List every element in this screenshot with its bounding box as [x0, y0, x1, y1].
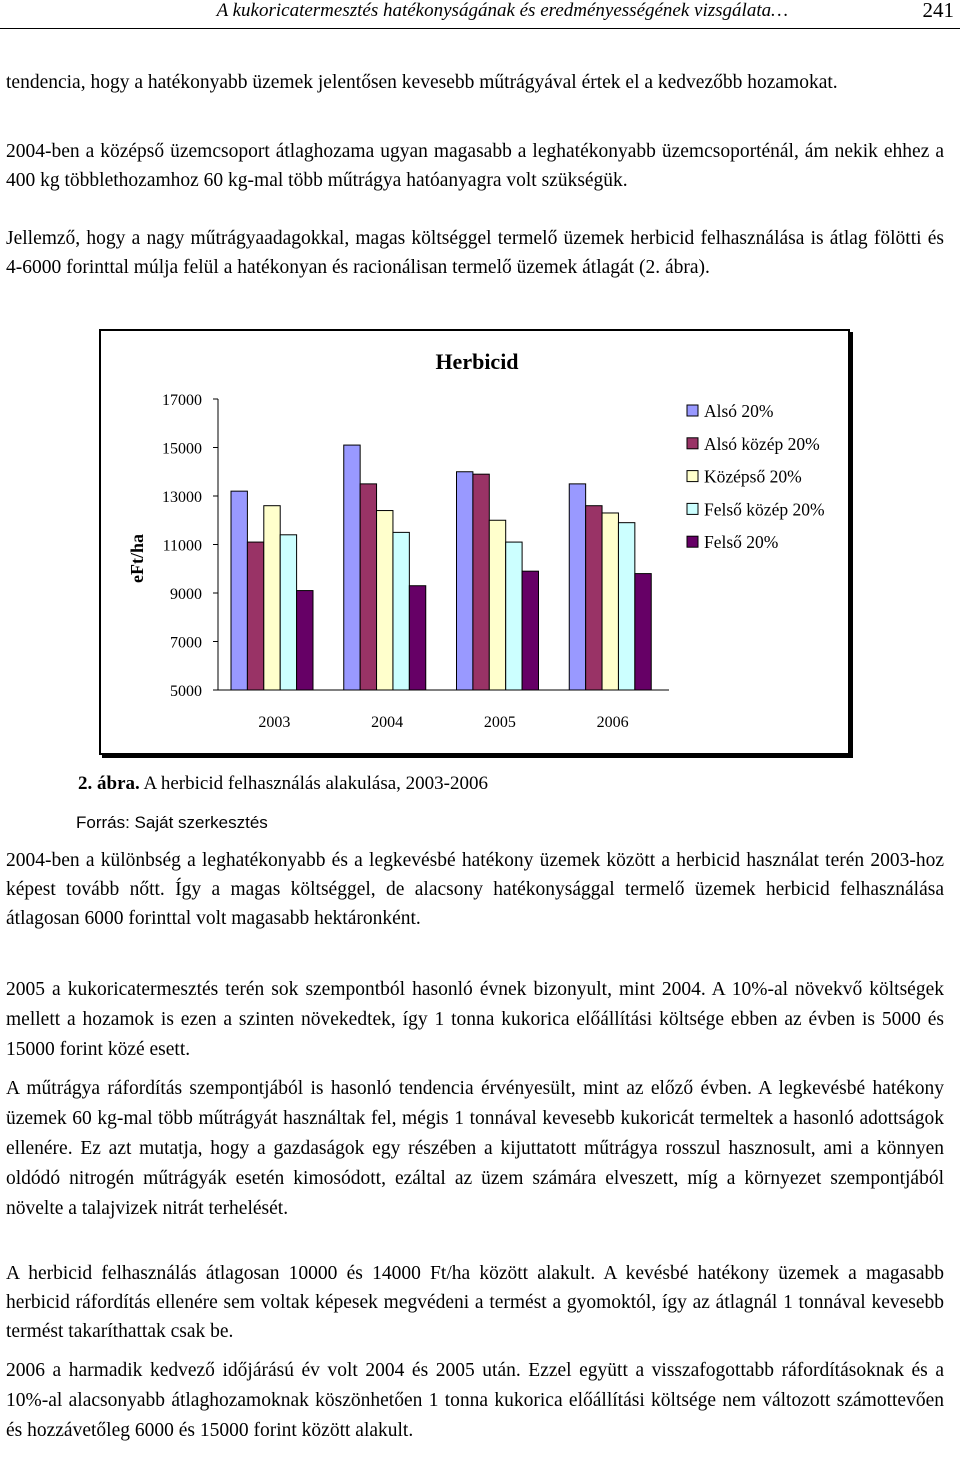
y-tick-label: 11000 — [162, 537, 202, 555]
page-number: 241 — [922, 0, 954, 22]
bar-k-z-ps-20--2004 — [377, 511, 393, 690]
bar-fels-20--2003 — [297, 591, 313, 690]
paragraph-1: tendencia, hogy a hatékonyabb üzemek jelentősen kevesebb műtrágyával értek el a kedvezőbb hozamokat. — [6, 72, 838, 93]
legend-entry: Alsó 20% — [704, 401, 774, 421]
bar-fels-k-z-p-20--2006 — [618, 523, 634, 690]
y-tick-label: 15000 — [162, 440, 202, 458]
bar-fels-k-z-p-20--2004 — [393, 532, 409, 690]
figure-caption-text: A herbicid felhasználás alakulása, 2003-2006 — [143, 773, 488, 794]
bar-als-k-z-p-20--2006 — [586, 506, 602, 690]
paragraph-4: 2004-ben a különbség a leghatékonyabb és a legkevésbé hatékony üzemek között a herbicid használat terén 2003-hoz képest tovább nőtt. Így a magas költséggel, de alacsony hatékonysággal termelő üzemek herbicid felhasználása átlagosan 6000 forinttal volt magasabb hektáronként. — [6, 850, 944, 929]
bar-fels-20--2004 — [409, 586, 425, 690]
figure-caption — [78, 773, 488, 795]
bar-fels-20--2006 — [635, 574, 651, 690]
herbicid-chart — [99, 329, 850, 755]
chart-canvas — [101, 331, 848, 753]
legend-swatch — [687, 471, 698, 482]
y-axis-label: eFt/ha — [127, 534, 147, 583]
legend-swatch — [687, 405, 698, 416]
paragraph-5: 2005 a kukoricatermesztés terén sok szempontból hasonló évnek bizonyult, mint 2004. A 10%-al növekvő költségek mellett a hozamok is ezen a szinten növekedtek, így 1 tonna kukorica előállítási költsége ebben az évben is 5000 és 15000 forint közé esett. — [6, 979, 944, 1060]
legend-entry: Alsó közép 20% — [704, 433, 820, 454]
bar-als-k-z-p-20--2004 — [360, 484, 376, 690]
y-tick-label: 7000 — [170, 634, 202, 652]
bar-fels-k-z-p-20--2005 — [506, 542, 522, 690]
running-header — [0, 0, 960, 29]
y-tick-label: 13000 — [162, 489, 202, 506]
bar-als-20--2005 — [457, 472, 473, 690]
legend-swatch — [687, 438, 698, 449]
y-tick-label: 17000 — [162, 392, 202, 409]
bar-als-20--2003 — [231, 491, 247, 690]
bar-als-20--2004 — [344, 445, 360, 690]
paragraph-3: Jellemző, hogy a nagy műtrágyaadagokkal, magas költséggel termelő üzemek herbicid felhasználása is átlag fölötti és 4-6000 forinttal múlja felül a hatékonyan és racionálisan termelő üzemek átlagát (2. ábra). — [6, 228, 944, 278]
x-tick-label: 2004 — [371, 714, 404, 731]
paragraph-7: A herbicid felhasználás átlagosan 10000 és 14000 Ft/ha között alakult. A kevésbé hatékony üzemek a magasabb herbicid ráfordítás ellenére sem voltak képesek megvédeni a termést a gyomoktól, így az átlagnál 1 tonnával kevesebb termést takaríthattak csak be. — [6, 1263, 944, 1342]
paragraph-6: A műtrágya ráfordítás szempontjából is hasonló tendencia érvényesült, mint az előző évben. A legkevésbé hatékony üzemek 60 kg-mal több műtrágyát használtak fel, mégis 1 tonnával kevesebb kukoricát termeltek a hasonló adottságok ellenére. Ez azt mutatja, hogy a gazdaságok egy részében a kijuttatott műtrágya rosszul hasznosult, ami a könnyen oldódó nitrogén műtrágyák esetén kimosódott, ezáltal az üzem számára elveszett, míg a környezet szempontjából növelte a talajvizek nitrát terhelését. — [6, 1078, 944, 1219]
bar-als-k-z-p-20--2003 — [247, 542, 263, 690]
x-tick-label: 2006 — [596, 714, 629, 731]
bar-fels-k-z-p-20--2003 — [280, 535, 296, 690]
paragraph-2: 2004-ben a középső üzemcsoport átlaghozama ugyan magasabb a leghatékonyabb üzemcsoporténál, ám nekik ehhez a 400 kg többlethozamhoz 60 kg-mal több műtrágya hatóanyagra volt szükségük. — [6, 141, 944, 191]
x-tick-label: 2003 — [258, 714, 291, 731]
header-title: A kukoricatermesztés hatékonyságának és eredményességének vizsgálata… — [216, 0, 788, 21]
figure-number: 2. ábra. — [78, 773, 140, 794]
legend-entry: Felső 20% — [704, 532, 779, 553]
y-tick-label: 5000 — [170, 683, 202, 700]
bar-als-20--2006 — [569, 484, 585, 690]
legend-swatch — [687, 503, 698, 514]
bar-k-z-ps-20--2003 — [264, 506, 280, 690]
legend-entry: Felső közép 20% — [704, 499, 825, 520]
bar-fels-20--2005 — [522, 571, 538, 690]
x-tick-label: 2005 — [483, 714, 516, 731]
legend-swatch — [687, 536, 698, 547]
bar-als-k-z-p-20--2005 — [473, 474, 489, 690]
chart-title: Herbicid — [435, 349, 519, 374]
figure-source: Forrás: Saját szerkesztés — [76, 813, 268, 832]
legend-entry: Középső 20% — [704, 466, 802, 487]
bar-k-z-ps-20--2006 — [602, 513, 618, 690]
y-tick-label: 9000 — [170, 586, 202, 603]
paragraph-8: 2006 a harmadik kedvező időjárású év volt 2004 és 2005 után. Ezzel együtt a visszafogottabb ráfordításoknak és a 10%-al alacsonyabb átlaghozamoknak köszönhetően 1 tonna kukorica előállítási költsége nem változott számottevően és hozzávetőleg 6000 és 15000 forint között alakult. — [6, 1360, 944, 1441]
bar-k-z-ps-20--2005 — [489, 520, 505, 690]
